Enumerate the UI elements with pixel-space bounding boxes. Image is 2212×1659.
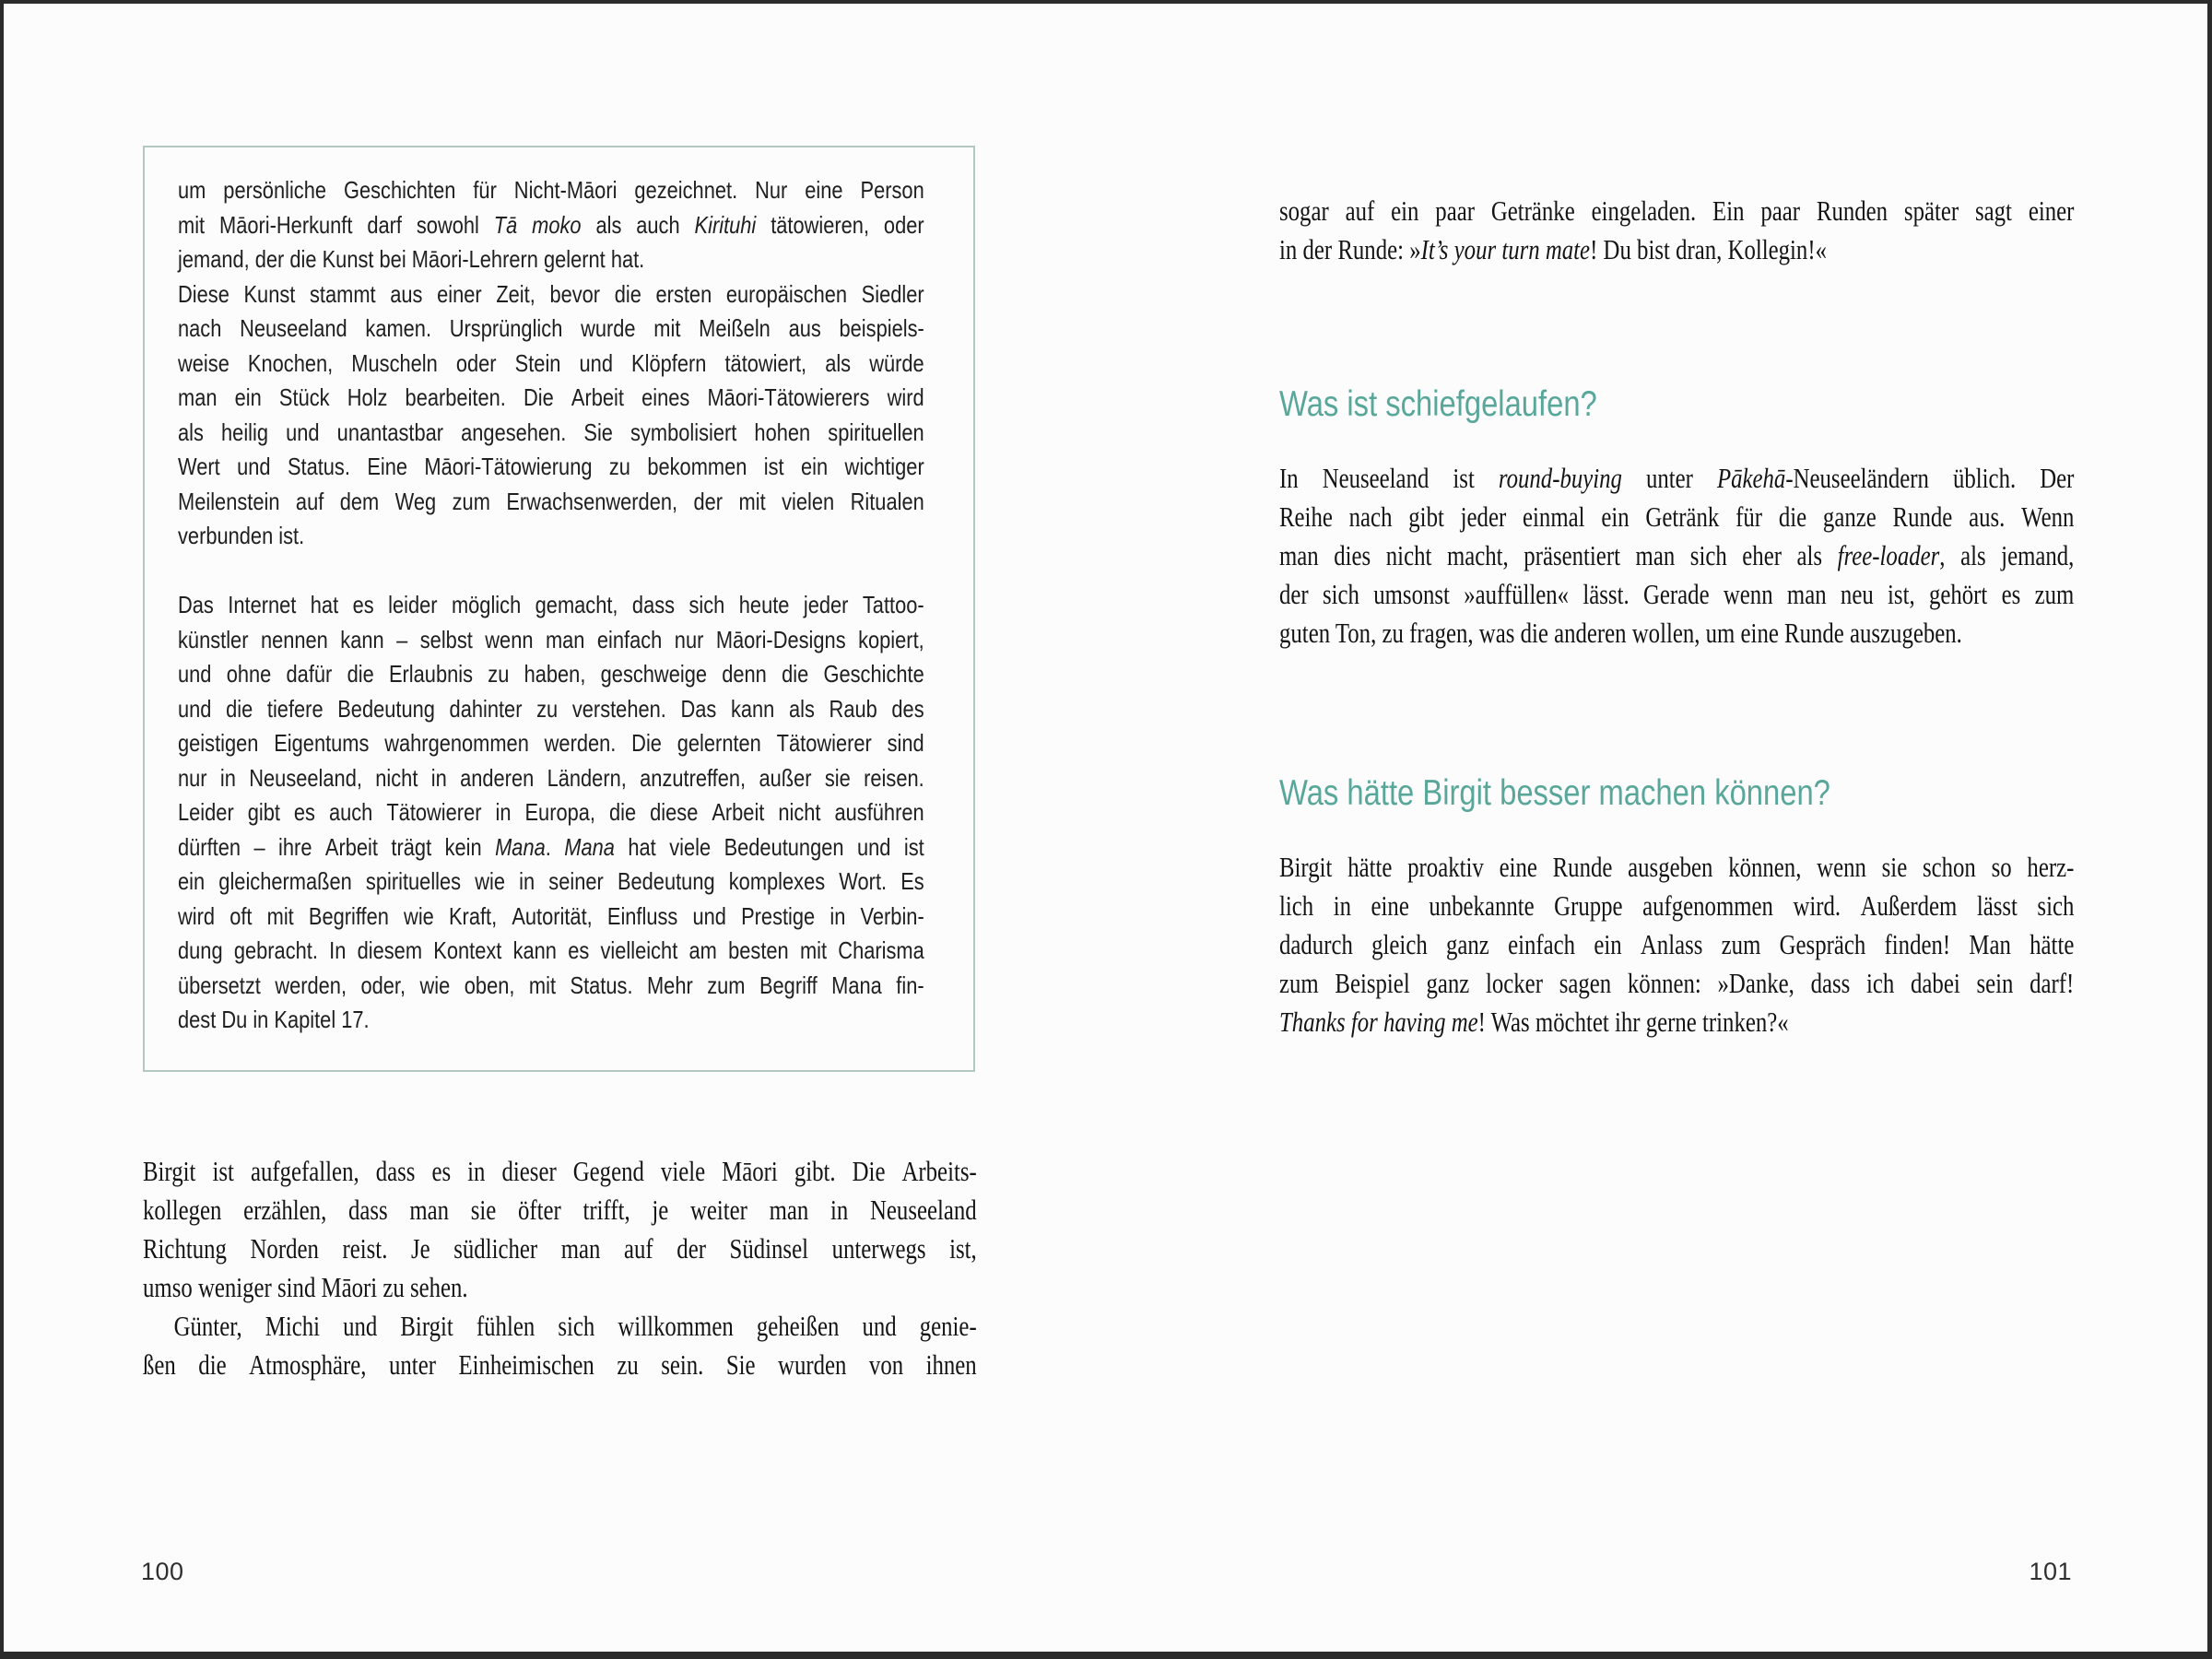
page-number-right: 101 <box>2029 1558 2072 1585</box>
body-paragraph-2: Günter, Michi und Birgit fühlen sich willkommen geheißen und genie- ßen die Atmosphäre, unter Einheimischen zu sein. Sie wurden von ihnen <box>143 1310 977 1381</box>
section-text-what-birgit-could-do-better: Birgit hätte proaktiv eine Runde ausgeben können, wenn sie schon so herz- lich in eine unbekannte Gruppe aufgenommen wird. Außerdem lässt sich dadurch gleich ganz einfach ein Anlass zum Gespräch finden! Man hätte zum Beispiel ganz locker sagen können: »Danke, dass ich dabei sein darf! Thanks for having me! Was möchtet ihr gerne trinken?« <box>1279 851 2075 1038</box>
right-page-intro: sogar auf ein paar Getränke eingeladen. Ein paar Runden später sagt einer in der Runde: »It’s your turn mate! Du bist dran, Kollegin!« <box>1279 194 2075 265</box>
left-page-body <box>143 1152 977 1384</box>
body-paragraph-1: Birgit ist aufgefallen, dass es in dieser Gegend viele Māori gibt. Die Arbeits- kollegen erzählen, dass man sie öfter trifft, je weiter man in Neuseeland Richtung Norden reist. Je südlicher man auf der Südinsel unterwegs ist, umso weniger sind Māori zu sehen. <box>143 1155 977 1303</box>
info-box-paragraph-1: um persönliche Geschichten für Nicht-Māori gezeichnet. Nur eine Person mit Māori-Herkunft darf sowohl Tā moko als auch Kirituhi tätowieren, oder jemand, der die Kunst bei Māori-Lehrern gelernt hat. Diese Kunst stammt aus einer Zeit, bevor die ersten europäischen Siedler nach Neuseeland kamen. Ursprünglich wurde mit Meißeln aus beispiels- weise Knochen, Muscheln oder Stein und Klöpfern tätowiert, als würde man ein Stück Holz bearbeiten. Die Arbeit eines Māori-Tätowierers wird als heilig und unantastbar angesehen. Sie symbolisiert hohen spirituellen Wert und Status. Eine Māori-Tätowierung zu bekommen ist ein wichtiger Meilenstein auf dem Weg zum Erwachsenwerden, der mit vielen Ritualen verbunden ist. <box>178 176 924 549</box>
page-number-left: 100 <box>141 1558 184 1585</box>
info-box-text <box>178 173 924 1038</box>
paper-sheet <box>4 4 2207 1652</box>
section-heading-what-went-wrong: Was ist schiefgelaufen? <box>1279 384 1597 424</box>
section-text-what-went-wrong: In Neuseeland ist round-buying unter Pākehā-Neuseeländern üblich. Der Reihe nach gibt jeder einmal ein Getränk für die ganze Runde aus. Wenn man dies nicht macht, präsentiert man sich eher als free-loader, als jemand, der sich umsonst »auffüllen« lässt. Gerade wenn man neu ist, gehört es zum guten Ton, zu fragen, was die anderen wollen, um eine Runde auszugeben. <box>1279 462 2075 649</box>
info-box <box>143 146 975 1072</box>
info-box-paragraph-2: Das Internet hat es leider möglich gemacht, dass sich heute jeder Tattoo- künstler nennen kann – selbst wenn man einfach nur Māori-Designs kopiert, und ohne dafür die Erlaubnis zu haben, geschweige denn die Geschichte und die tiefere Bedeutung dahinter zu verstehen. Das kann als Raub des geistigen Eigentums wahrgenommen werden. Die gelernten Tätowierer sind nur in Neuseeland, nicht in anderen Ländern, anzutreffen, außer sie reisen. Leider gibt es auch Tätowierer in Europa, die diese Arbeit nicht ausführen dürften – ihre Arbeit trägt kein Mana. Mana hat viele Bedeutungen und ist ein gleichermaßen spirituelles wie in seiner Bedeutung komplexes Wort. Es wird oft mit Begriffen wie Kraft, Autorität, Einfluss und Prestige in Verbin- dung gebracht. In diesem Kontext kann es vielleicht am besten mit Charisma übersetzt werden, oder, wie oben, mit Status. Mehr zum Begriff Mana fin- dest Du in Kapitel 17. <box>178 591 924 1033</box>
section-heading-what-birgit-could-do-better: Was hätte Birgit besser machen können? <box>1279 773 1830 813</box>
